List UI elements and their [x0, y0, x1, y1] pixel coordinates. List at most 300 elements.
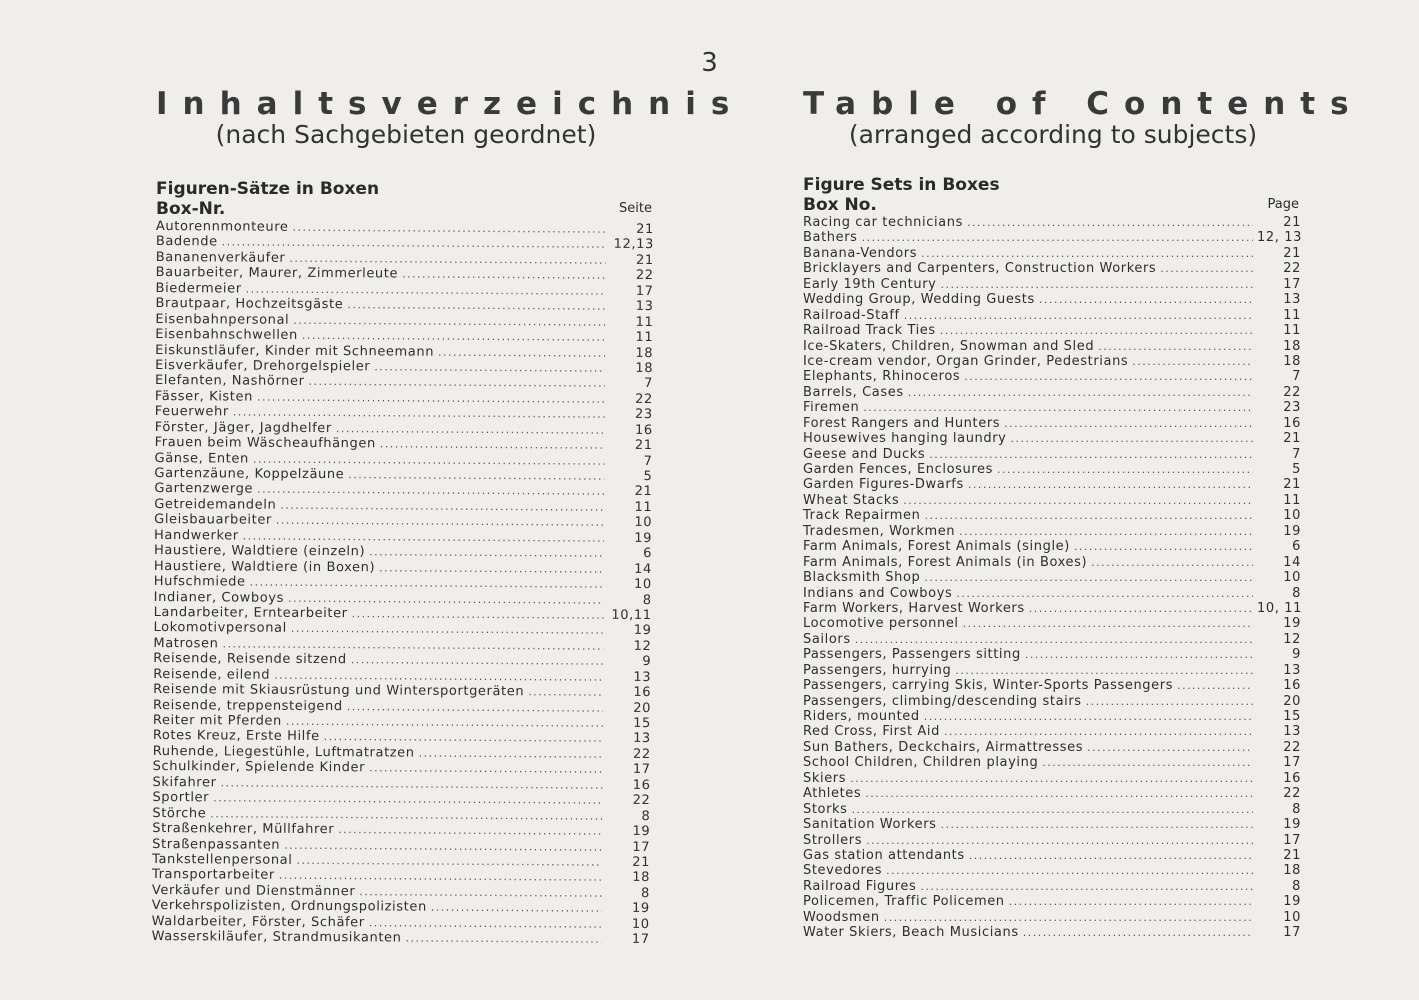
entry-label: Passengers, climbing/descending stairs	[803, 693, 1082, 709]
entry-page-number: 10	[1283, 909, 1301, 925]
entry-label: Gleisbauarbeiter	[154, 512, 272, 529]
dot-leader	[1009, 894, 1253, 909]
list-item	[803, 462, 1303, 477]
entry-page-number: 8	[1292, 878, 1301, 894]
entry-label: Gas station attendants	[803, 847, 965, 863]
list-item	[803, 477, 1303, 492]
entry-label: Haustiere, Waldtiere (in Boxen)	[153, 558, 376, 575]
entry-label: Lokomotivpersonal	[153, 620, 287, 637]
entry-label: Brautpaar, Hochzeitsgäste	[155, 296, 344, 313]
dot-leader	[865, 786, 1253, 801]
entry-label: Reisende, treppensteigend	[152, 697, 343, 714]
entry-page-number: 19	[1283, 817, 1301, 833]
entry-label: Indianer, Cowboys	[153, 589, 285, 606]
entry-label: Banana-Vendors	[803, 245, 918, 261]
entry-label: Riders, mounted	[803, 709, 920, 724]
dot-leader	[1086, 694, 1253, 709]
entry-page-number: 16	[633, 685, 652, 701]
german-subtitle: (nach Sachgebieten geordnet)	[215, 120, 597, 149]
dot-leader	[405, 931, 601, 948]
entry-page-number: 20	[1283, 693, 1301, 709]
entry-label: Barrels, Cases	[803, 384, 904, 400]
entry-label: Gänse, Enten	[154, 450, 249, 467]
entry-page-number: 22	[1283, 739, 1301, 755]
entry-label: Garden Figures-Dwarfs	[803, 477, 964, 493]
entry-label: Waldarbeiter, Förster, Schäfer	[151, 913, 365, 930]
list-item	[803, 385, 1303, 400]
dot-leader	[1029, 601, 1253, 616]
entry-label: Railroad Track Ties	[803, 323, 936, 339]
entry-label: Bathers	[803, 230, 858, 246]
entry-label: Autorennmonteure	[155, 219, 289, 235]
list-item	[803, 925, 1303, 940]
english-box-number-label: Box No.	[803, 195, 877, 215]
list-item	[803, 848, 1303, 863]
dot-leader	[1010, 431, 1253, 446]
dot-leader	[866, 833, 1253, 848]
entry-page-number: 6	[643, 546, 653, 562]
entry-page-number: 22	[1283, 261, 1301, 277]
list-item	[803, 709, 1303, 724]
dot-leader	[884, 910, 1253, 925]
entry-label: Farm Workers, Harvest Workers	[803, 600, 1025, 616]
dot-leader	[1004, 416, 1253, 431]
page-number: 3	[701, 48, 718, 78]
entry-page-number: 21	[632, 854, 651, 870]
entry-label: Straßenpassanten	[152, 836, 281, 853]
entry-page-number: 13	[635, 299, 654, 315]
list-item	[803, 771, 1303, 786]
entry-page-number: 18	[632, 870, 651, 886]
entry-page-number: 7	[1292, 369, 1301, 385]
entry-page-number: 17	[1283, 925, 1301, 941]
dot-leader	[924, 508, 1253, 523]
entry-page-number: 19	[634, 530, 653, 546]
list-item	[803, 833, 1303, 848]
entry-label: Water Skiers, Beach Musicians	[803, 925, 1019, 941]
list-item	[803, 632, 1303, 647]
entry-page-number: 18	[635, 345, 654, 361]
entry-page-number: 22	[635, 391, 653, 407]
entry-page-number: 21	[636, 221, 654, 238]
list-item	[155, 389, 655, 407]
entry-page-number: 17	[1283, 755, 1301, 771]
entry-label: Verkäufer und Dienstmänner	[151, 882, 356, 900]
entry-page-number: 21	[1283, 245, 1301, 261]
german-box-number-label: Box-Nr.	[156, 199, 226, 219]
entry-page-number: 10, 11	[1257, 600, 1302, 616]
entry-page-number: 22	[632, 793, 651, 809]
dot-leader	[369, 915, 602, 932]
dot-leader	[959, 524, 1253, 539]
dot-leader	[940, 323, 1253, 338]
list-item	[803, 230, 1303, 245]
entry-page-number: 17	[1283, 276, 1301, 292]
entry-label: Gartenzäune, Koppelzäune	[154, 465, 345, 483]
dot-leader	[924, 709, 1253, 724]
dot-leader	[369, 761, 603, 778]
dot-leader	[302, 328, 605, 345]
entry-page-number: 17	[632, 762, 651, 778]
dot-leader	[997, 462, 1253, 477]
english-page-label: Page	[1267, 197, 1299, 212]
entry-page-number: 13	[1283, 292, 1301, 308]
entry-page-number: 12, 13	[1257, 230, 1302, 246]
dot-leader	[374, 359, 605, 376]
entry-label: Ruhende, Liegestühle, Luftmatratzen	[152, 743, 415, 761]
entry-label: Frauen beim Wäscheaufhängen	[154, 435, 376, 452]
list-item	[803, 724, 1303, 739]
list-item	[803, 663, 1303, 678]
entry-page-number: 8	[641, 808, 651, 824]
dot-leader	[338, 822, 602, 839]
entry-page-number: 21	[635, 252, 654, 268]
dot-leader	[921, 246, 1253, 261]
entry-page-number: 7	[1292, 446, 1301, 462]
entry-page-number: 11	[635, 329, 654, 346]
entry-page-number: 11	[1283, 307, 1301, 323]
dot-leader	[438, 344, 605, 360]
dot-leader	[924, 570, 1253, 585]
dot-leader	[528, 684, 603, 700]
entry-page-number: 12,13	[613, 237, 654, 253]
entry-page-number: 8	[642, 592, 652, 608]
english-contents-column	[803, 86, 1364, 941]
list-item	[803, 678, 1303, 693]
entry-label: Reisende, eilend	[153, 666, 271, 683]
entry-page-number: 16	[1283, 415, 1301, 431]
entry-page-number: 15	[633, 715, 651, 732]
entry-page-number: 17	[632, 839, 651, 855]
list-item	[803, 879, 1303, 894]
dot-leader	[1025, 647, 1253, 662]
list-item	[803, 802, 1303, 817]
dot-leader	[940, 277, 1253, 292]
list-item	[803, 292, 1303, 307]
entry-page-number: 17	[635, 283, 654, 299]
entry-label: Fässer, Kisten	[154, 388, 254, 405]
entry-page-number: 21	[1283, 477, 1301, 493]
dot-leader	[852, 802, 1253, 817]
entry-label: Reiter mit Pferden	[152, 712, 282, 729]
entry-label: Bananenverkäufer	[155, 249, 286, 266]
entry-label: Garden Fences, Enclosures	[803, 462, 993, 477]
entry-label: Wheat Stacks	[803, 492, 900, 508]
dot-leader	[963, 616, 1253, 631]
entry-label: Reisende, Reisende sitzend	[153, 651, 347, 668]
dot-leader	[904, 308, 1253, 323]
list-item	[803, 817, 1303, 832]
dot-leader	[1087, 740, 1253, 755]
entry-label: Schulkinder, Spielende Kinder	[152, 759, 366, 776]
entry-label: Transportarbeiter	[151, 867, 275, 884]
list-item	[803, 308, 1303, 323]
english-title: Table of Contents	[803, 86, 1364, 122]
entry-label: Blacksmith Shop	[803, 570, 921, 586]
list-item	[803, 400, 1303, 415]
entry-page-number: 18	[1283, 338, 1301, 354]
list-item	[803, 339, 1303, 354]
dot-leader	[1091, 555, 1253, 570]
list-item	[803, 601, 1303, 616]
entry-label: Elefanten, Nashörner	[154, 373, 305, 390]
entry-label: Feuerwehr	[154, 404, 229, 420]
entry-label: Woodsmen	[803, 909, 880, 925]
entry-label: Straßenkehrer, Müllfahrer	[152, 821, 335, 838]
entry-label: Sun Bathers, Deckchairs, Airmattresses	[803, 739, 1084, 755]
german-title: Inhaltsverzeichnis	[156, 86, 745, 122]
entry-page-number: 10	[633, 576, 652, 593]
dot-leader	[352, 606, 604, 623]
entry-page-number: 18	[635, 360, 654, 376]
entry-label: Farm Animals, Forest Animals (in Boxes)	[803, 554, 1088, 570]
entry-label: Störche	[152, 805, 207, 821]
entry-page-number: 17	[631, 932, 650, 948]
entry-page-number: 11	[634, 499, 653, 515]
entry-page-number: 11	[1283, 492, 1301, 508]
list-item	[803, 493, 1303, 508]
dot-leader	[969, 848, 1253, 863]
entry-label: Red Cross, First Aid	[803, 724, 940, 740]
entry-page-number: 5	[643, 468, 653, 485]
entry-page-number: 21	[1283, 847, 1301, 863]
entry-label: Geese and Ducks	[803, 446, 926, 462]
dot-leader	[1039, 292, 1253, 307]
list-item	[803, 508, 1303, 523]
entry-page-number: 20	[633, 700, 652, 716]
list-item	[803, 369, 1303, 384]
entry-page-number: 17	[1283, 832, 1301, 848]
entry-page-number: 21	[634, 438, 653, 454]
entry-label: Elephants, Rhinoceros	[803, 369, 961, 385]
entry-label: Getreidemandeln	[154, 496, 277, 513]
dot-leader	[1132, 354, 1253, 369]
entry-label: Wedding Group, Wedding Guests	[803, 292, 1035, 308]
list-item	[803, 863, 1303, 878]
entry-page-number: 12	[1283, 631, 1301, 647]
entry-label: Skifahrer	[152, 774, 217, 791]
dot-leader	[929, 447, 1253, 462]
entry-label: Forest Rangers and Hunters	[803, 415, 1001, 431]
dot-leader	[379, 560, 604, 577]
entry-page-number: 19	[633, 623, 652, 639]
dot-leader	[944, 724, 1253, 739]
dot-leader	[402, 267, 606, 284]
dot-leader	[324, 729, 603, 746]
dot-leader	[359, 884, 602, 901]
dot-leader	[296, 853, 602, 870]
entry-page-number: 10	[1283, 570, 1301, 586]
dot-leader	[1177, 678, 1253, 693]
entry-label: Tankstellenpersonal	[152, 851, 293, 868]
dot-leader	[336, 421, 605, 438]
entry-label: Track Repairmen	[803, 508, 921, 524]
dot-leader	[369, 544, 604, 561]
entry-page-number: 21	[634, 484, 653, 500]
entry-label: Athletes	[803, 786, 862, 802]
entry-page-number: 10	[1283, 508, 1301, 524]
dot-leader	[431, 900, 602, 916]
list-item	[803, 416, 1303, 431]
entry-page-number: 13	[1283, 724, 1301, 740]
dot-leader	[419, 745, 603, 762]
entry-page-number: 11	[635, 314, 654, 330]
entry-page-number: 13	[633, 669, 652, 685]
entry-label: Verkehrspolizisten, Ordnungspolizisten	[151, 898, 427, 915]
list-item	[803, 694, 1303, 709]
entry-label: Ice-cream vendor, Organ Grinder, Pedestrians	[803, 353, 1129, 369]
dot-leader	[956, 586, 1253, 601]
entry-label: School Children, Children playing	[803, 755, 1039, 771]
dot-leader	[348, 467, 604, 484]
list-item	[803, 215, 1303, 230]
entry-page-number: 19	[1283, 894, 1301, 910]
entry-label: Sportler	[152, 790, 210, 806]
list-item	[803, 277, 1303, 292]
entry-page-number: 7	[644, 376, 654, 392]
entry-label: Racing car technicians	[803, 215, 963, 230]
entry-page-number: 23	[1283, 400, 1301, 416]
english-section-title: Figure Sets in Boxes	[803, 175, 1000, 195]
entry-page-number: 22	[632, 746, 651, 762]
entry-label: Passengers, hurrying	[803, 662, 952, 678]
entry-label: Reisende mit Skiausrüstung und Wintersportgeräten	[153, 682, 525, 700]
entry-label: Stevedores	[803, 863, 883, 879]
list-item	[803, 647, 1303, 662]
entry-label: Passengers, carrying Skis, Winter-Sports Passengers	[803, 678, 1174, 694]
list-item	[803, 555, 1303, 570]
entry-page-number: 22	[1283, 786, 1301, 802]
entry-label: Eisverkäufer, Drehorgelspieler	[155, 357, 371, 375]
dot-leader	[1042, 755, 1253, 770]
list-item	[803, 246, 1303, 261]
entry-page-number: 9	[1292, 647, 1301, 663]
entry-label: Locomotive personnel	[803, 616, 959, 632]
entry-label: Eiskunstläufer, Kinder mit Schneemann	[155, 342, 435, 360]
list-item	[803, 323, 1303, 338]
german-page-label: Seite	[619, 201, 652, 216]
english-column-header	[803, 195, 1303, 215]
entry-label: Badende	[155, 234, 218, 250]
dot-leader	[862, 230, 1253, 245]
entry-label: Wasserskiläufer, Strandmusikanten	[151, 929, 402, 946]
entry-label: Tradesmen, Workmen	[803, 523, 956, 539]
entry-label: Bauarbeiter, Maurer, Zimmerleute	[155, 265, 399, 282]
entry-label: Handwerker	[154, 527, 239, 544]
entry-label: Storks	[803, 801, 848, 817]
dot-leader	[941, 817, 1253, 832]
dot-leader	[967, 215, 1253, 230]
entry-page-number: 21	[1283, 215, 1301, 230]
entry-page-number: 19	[632, 901, 650, 917]
entry-label: Rotes Kreuz, Erste Hilfe	[152, 728, 320, 745]
dot-leader	[850, 771, 1253, 786]
entry-label: Matrosen	[153, 635, 219, 652]
entry-page-number: 8	[1292, 801, 1301, 817]
list-item	[803, 524, 1303, 539]
entry-page-number: 14	[1283, 554, 1301, 570]
dot-leader	[964, 369, 1253, 384]
entry-label: Haustiere, Waldtiere (einzeln)	[153, 543, 366, 560]
entry-page-number: 21	[1283, 431, 1301, 447]
entry-label: Passengers, Passengers sitting	[803, 647, 1021, 663]
dot-leader	[380, 436, 605, 453]
dot-leader	[347, 297, 605, 314]
entry-page-number: 16	[1283, 678, 1301, 694]
entry-page-number: 16	[632, 777, 651, 793]
entry-label: Sailors	[803, 631, 851, 647]
list-item	[803, 586, 1303, 601]
list-item	[803, 786, 1303, 801]
entry-label: Strollers	[803, 832, 863, 848]
list-item	[803, 740, 1303, 755]
dot-leader	[968, 477, 1253, 492]
english-entry-list	[803, 215, 1303, 941]
entry-label: Farm Animals, Forest Animals (single)	[803, 539, 1070, 555]
entry-page-number: 8	[1292, 585, 1301, 601]
dot-leader	[920, 879, 1253, 894]
dot-leader	[903, 493, 1253, 508]
dot-leader	[1074, 539, 1253, 554]
entry-page-number: 9	[642, 654, 652, 670]
entry-label: Railroad-Staff	[803, 307, 900, 323]
entry-page-number: 8	[640, 885, 650, 901]
dot-leader	[863, 400, 1253, 415]
entry-page-number: 22	[635, 268, 654, 284]
entry-page-number: 22	[1283, 384, 1301, 400]
entry-page-number: 13	[1283, 662, 1301, 678]
entry-page-number: 7	[643, 453, 653, 469]
german-column-header	[156, 199, 656, 219]
entry-page-number: 16	[1283, 770, 1301, 786]
dot-leader	[351, 652, 604, 669]
entry-page-number: 11	[1283, 323, 1301, 339]
entry-label: Landarbeiter, Erntearbeiter	[153, 604, 348, 622]
list-item	[803, 431, 1303, 446]
entry-page-number: 5	[1292, 462, 1301, 477]
list-item	[803, 570, 1303, 585]
entry-page-number: 18	[1283, 353, 1301, 369]
entry-label: Sanitation Workers	[803, 817, 937, 833]
entry-page-number: 23	[635, 407, 653, 423]
entry-page-number: 19	[1283, 523, 1301, 539]
entry-page-number: 12	[633, 638, 652, 654]
dot-leader	[1098, 339, 1253, 354]
list-item	[803, 354, 1303, 369]
dot-leader	[1160, 261, 1253, 276]
list-item	[803, 894, 1303, 909]
list-item	[803, 539, 1303, 554]
entry-label: Railroad Figures	[803, 878, 917, 894]
german-contents-column	[151, 86, 745, 948]
dot-leader	[908, 385, 1253, 400]
list-item	[803, 755, 1303, 770]
german-entry-list	[152, 219, 656, 948]
entry-label: Skiers	[803, 770, 847, 786]
entry-label: Förster, Jäger, Jagdhelfer	[154, 419, 332, 436]
entry-page-number: 10	[634, 515, 653, 531]
entry-page-number: 15	[1283, 709, 1301, 724]
entry-page-number: 13	[633, 731, 651, 747]
list-item	[803, 616, 1303, 631]
entry-label: Bricklayers and Carpenters, Construction Workers	[803, 261, 1157, 277]
list-item	[152, 929, 652, 947]
dot-leader	[1023, 925, 1253, 940]
entry-label: Gartenzwerge	[154, 481, 254, 498]
dot-leader	[347, 699, 603, 716]
entry-label: Eisenbahnpersonal	[155, 311, 290, 328]
entry-label: Eisenbahnschwellen	[155, 327, 298, 343]
